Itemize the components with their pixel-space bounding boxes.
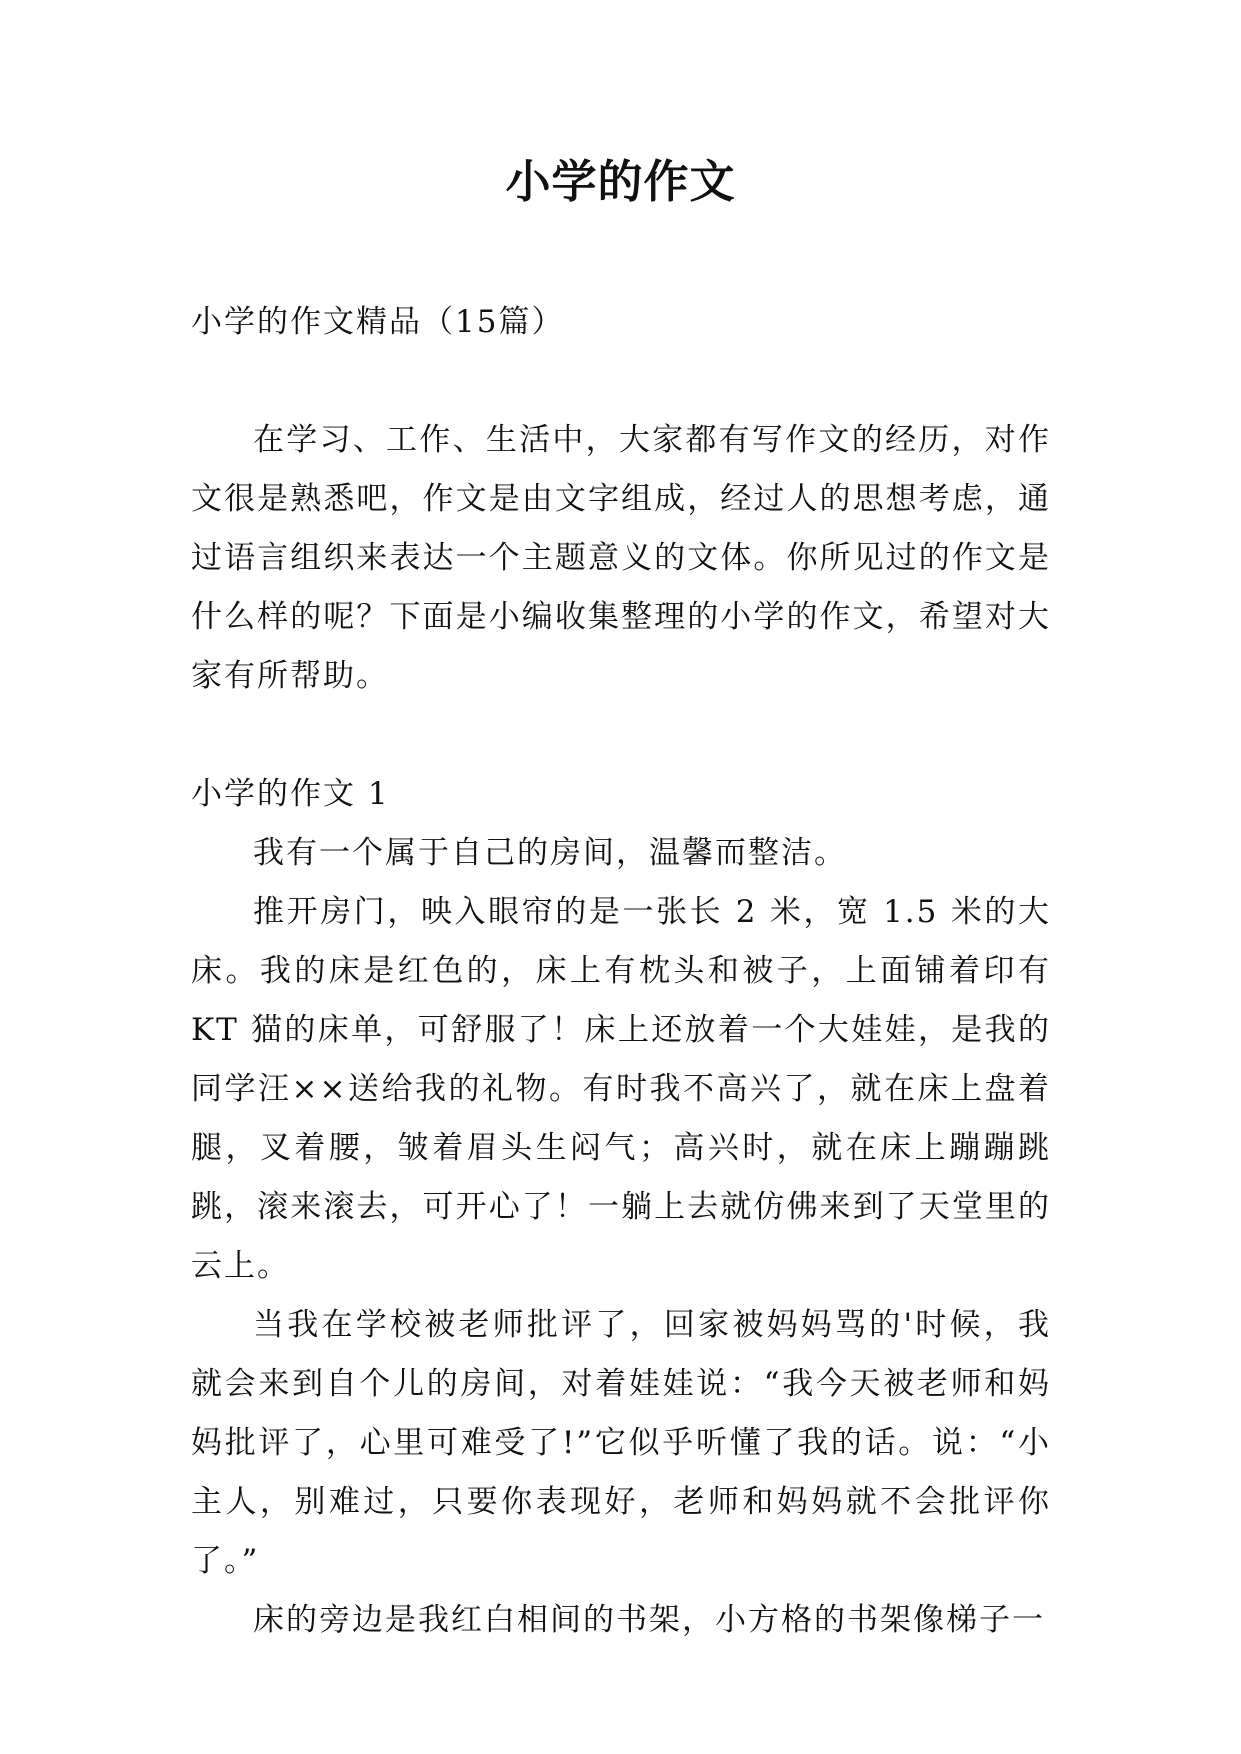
body-paragraph: 推开房门，映入眼帘的是一张长 2 米，宽 1.5 米的大床。我的床是红色的，床上有枕头和被子，上面铺着印有 KT 猫的床单，可舒服了！床上还放着一个大娃娃，是我的同学汪××送给我的礼物。有时我不高兴了，就在床上盘着腿，叉着腰，皱着眉头生闷气；高兴时，就在床上蹦蹦跳跳，滚来滚去，可开心了！一躺上去就仿佛来到了天堂里的云上。 <box>191 894 1051 1284</box>
document-subtitle: 小学的作文精品（15篇） <box>191 304 565 340</box>
document-body <box>191 293 1051 1650</box>
body-paragraph: 当我在学校被老师批评了，回家被妈妈骂的'时候，我就会来到自个儿的房间，对着娃娃说：“我今天被老师和妈妈批评了，心里可难受了!”它似乎听懂了我的话。说：“小主人，别难过，只要你表现好，老师和妈妈就不会批评你了。” <box>191 1307 1051 1579</box>
document-title: 小学的作文 <box>505 155 736 208</box>
section-heading: 小学的作文 1 <box>191 776 390 812</box>
intro-paragraph: 在学习、工作、生活中，大家都有写作文的经历，对作文很是熟悉吧，作文是由文字组成，经过人的思想考虑，通过语言组织来表达一个主题意义的文体。你所见过的作文是什么样的呢？下面是小编收集整理的小学的作文，希望对大家有所帮助。 <box>191 422 1051 694</box>
body-paragraph: 我有一个属于自己的房间，温馨而整洁。 <box>253 835 847 871</box>
body-paragraph: 床的旁边是我红白相间的书架，小方格的书架像梯子一 <box>253 1602 1045 1638</box>
